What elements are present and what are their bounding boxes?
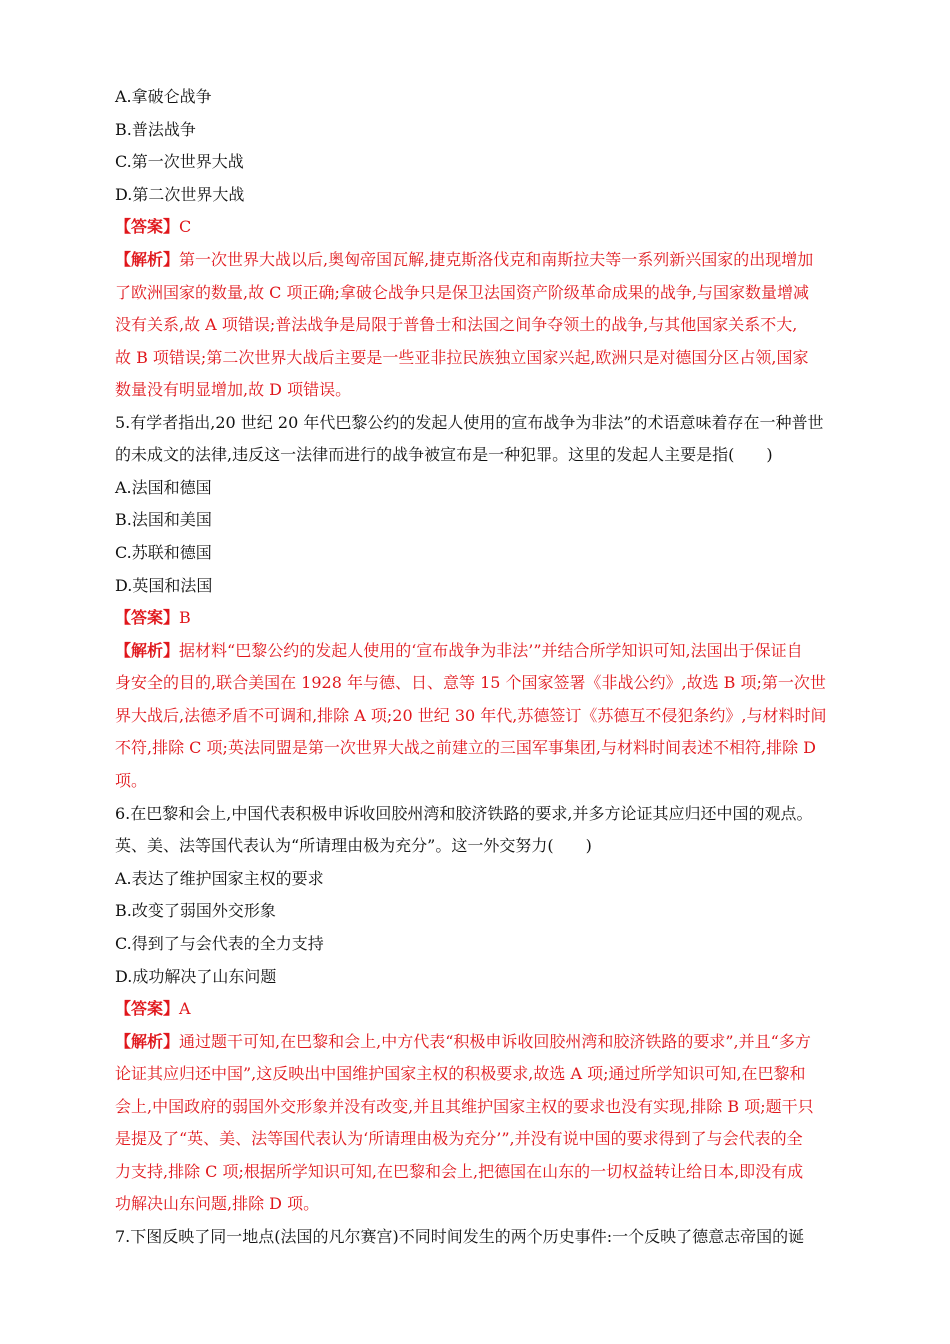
q7-stem: 7.下图反映了同一地点(法国的凡尔赛宫)不同时间发生的两个历史事件:一个反映了德意志帝国的诞 [115, 1227, 805, 1246]
q5-stem: 5.有学者指出,20 世纪 20 年代巴黎公约的发起人使用的宣布战争为非法”的术语意味着存在一种普世 [115, 413, 824, 432]
answer-value: A [179, 999, 191, 1018]
answer-tag: 【答案】 [115, 217, 180, 236]
q6-option-a: A.表达了维护国家主权的要求 [115, 869, 324, 888]
q5-analysis-line: 【解析】据材料“巴黎公约的发起人使用的‘宣布战争为非法’”并结合所学知识可知,法国出于保证自 [115, 641, 803, 660]
q6-analysis-line: 【解析】通过题干可知,在巴黎和会上,中方代表“积极申诉收回胶州湾和胶济铁路的要求”,并且“多方 [115, 1032, 811, 1051]
q4-analysis-line: 故 B 项错误;第二次世界大战后主要是一些亚非拉民族独立国家兴起,欧洲只是对德国分区占领,国家 [115, 348, 809, 367]
q6-stem: 英、美、法等国代表认为“所请理由极为充分”。这一外交努力( ) [115, 836, 592, 855]
q4-option-c: C.第一次世界大战 [115, 152, 244, 171]
q6-analysis-line: 论证其应归还中国”,这反映出中国维护国家主权的积极要求,故选 A 项;通过所学知识可知,在巴黎和 [115, 1064, 806, 1083]
q5-option-c: C.苏联和德国 [115, 543, 212, 562]
q6-answer [115, 998, 191, 1020]
q5-analysis-line: 不符,排除 C 项;英法同盟是第一次世界大战之前建立的三国军事集团,与材料时间表述不相符,排除 D [115, 738, 816, 757]
q4-option-a: A.拿破仑战争 [115, 87, 212, 106]
q5-option-a: A.法国和德国 [115, 478, 212, 497]
q5-answer [115, 607, 191, 629]
analysis-tag: 【解析】 [115, 641, 180, 660]
q5-option-b: B.法国和美国 [115, 510, 212, 529]
q4-option-d: D.第二次世界大战 [115, 185, 245, 204]
q4-answer [115, 216, 191, 238]
q4-analysis-line: 数量没有明显增加,故 D 项错误。 [115, 380, 352, 399]
q6-option-d: D.成功解决了山东问题 [115, 967, 277, 986]
q4-option-b: B.普法战争 [115, 120, 196, 139]
q4-analysis-line: 了欧洲国家的数量,故 C 项正确;拿破仑战争只是保卫法国资产阶级革命成果的战争,与国家数量增减 [115, 283, 809, 302]
q5-analysis-line: 项。 [115, 771, 148, 790]
q6-analysis-line: 功解决山东问题,排除 D 项。 [115, 1194, 320, 1213]
q6-option-b: B.改变了弱国外交形象 [115, 901, 276, 920]
q4-analysis-line: 没有关系,故 A 项错误;普法战争是局限于普鲁士和法国之间争夺领土的战争,与其他国家关系不大, [115, 315, 798, 334]
q5-option-d: D.英国和法国 [115, 576, 213, 595]
q4-analysis-line: 【解析】第一次世界大战以后,奥匈帝国瓦解,捷克斯洛伐克和南斯拉夫等一系列新兴国家的出现增加 [115, 250, 814, 269]
q5-analysis-line: 身安全的目的,联合美国在 1928 年与德、日、意等 15 个国家签署《非战公约》,故选 B 项;第一次世 [115, 673, 826, 692]
answer-tag: 【答案】 [115, 999, 180, 1018]
q6-analysis-line: 是提及了“英、美、法等国代表认为‘所请理由极为充分’”,并没有说中国的要求得到了与会代表的全 [115, 1129, 803, 1148]
q5-analysis-line: 界大战后,法德矛盾不可调和,排除 A 项;20 世纪 30 年代,苏德签订《苏德互不侵犯条约》,与材料时间 [115, 706, 827, 725]
answer-value: B [179, 608, 191, 627]
q5-stem: 的未成文的法律,违反这一法律而进行的战争被宣布是一种犯罪。这里的发起人主要是指( ) [115, 445, 773, 464]
answer-tag: 【答案】 [115, 608, 180, 627]
analysis-tag: 【解析】 [115, 250, 180, 269]
q6-analysis-line: 力支持,排除 C 项;根据所学知识可知,在巴黎和会上,把德国在山东的一切权益转让给日本,即没有成 [115, 1162, 804, 1181]
analysis-tag: 【解析】 [115, 1032, 180, 1051]
q6-analysis-line: 会上,中国政府的弱国外交形象并没有改变,并且其维护国家主权的要求也没有实现,排除 B 项;题干只 [115, 1097, 814, 1116]
answer-value: C [179, 217, 192, 236]
q6-stem: 6.在巴黎和会上,中国代表积极申诉收回胶州湾和胶济铁路的要求,并多方论证其应归还中国的观点。 [115, 804, 813, 823]
q6-option-c: C.得到了与会代表的全力支持 [115, 934, 324, 953]
